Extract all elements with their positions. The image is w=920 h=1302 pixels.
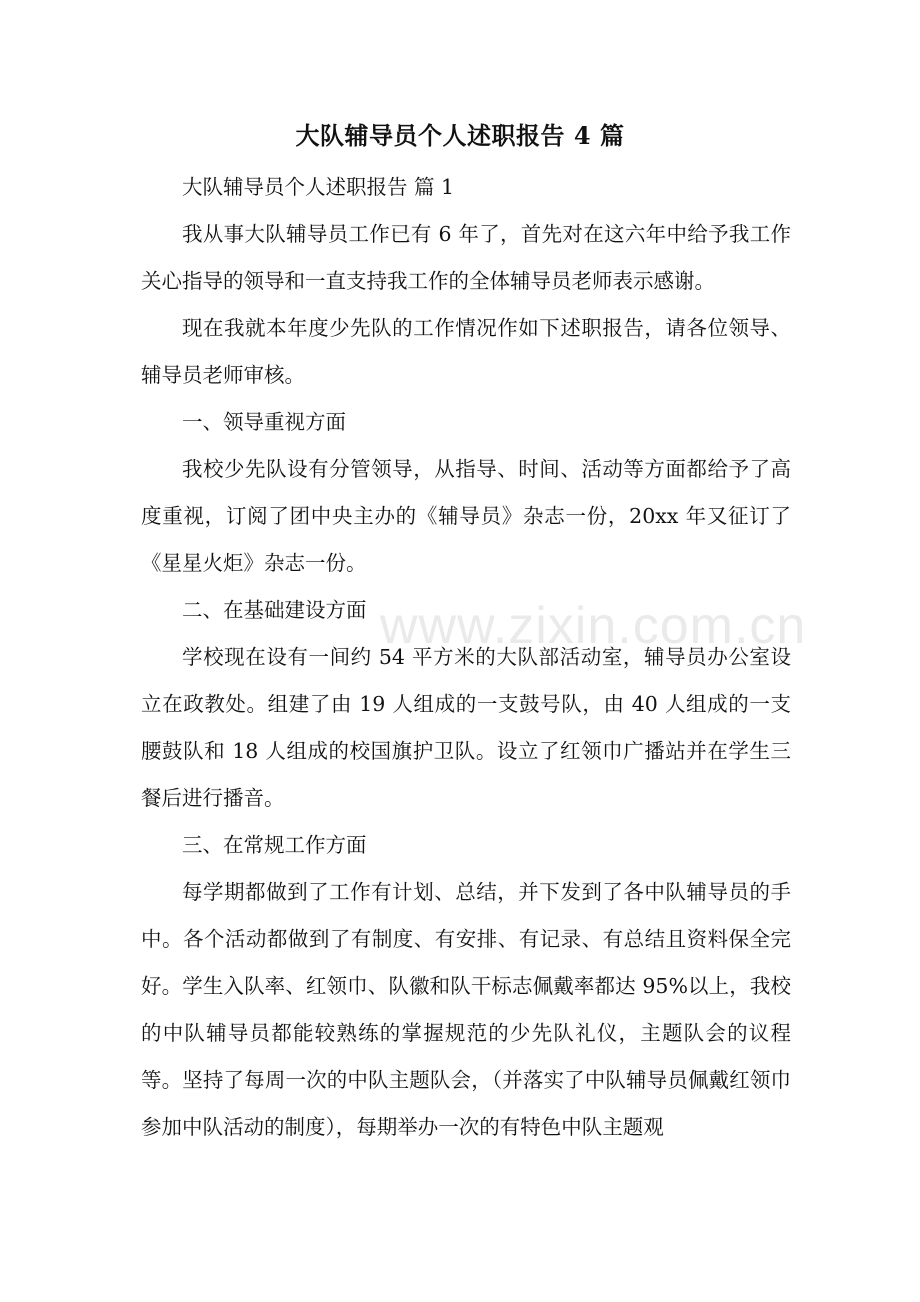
section-heading: 三、在常规工作方面 (182, 833, 367, 857)
paragraph: 学校现在设有一间约 54 平方米的大队部活动室，辅导员办公室设立在政教处。组建了由 19 人组成的一支鼓号队，由 40 人组成的一支腰鼓队和 18 人组成的校国旗护卫队。设立了红领巾广播站并在学生三餐后进行播音。 (141, 645, 791, 810)
document-title: 大队辅导员个人述职报告 4 篇 (295, 121, 625, 150)
section-heading: 大队辅导员个人述职报告 篇 1 (182, 175, 455, 199)
section-heading: 二、在基础建设方面 (182, 598, 367, 622)
paragraph: 每学期都做到了工作有计划、总结，并下发到了各中队辅导员的手中。各个活动都做到了有制度、有安排、有记录、有总结且资料保全完好。学生入队率、红领巾、队徽和队干标志佩戴率都达 95%以上，我校的中队辅导员都能较熟练的掌握规范的少先队礼仪，主题队会的议程等。坚持了每周一次的中队主题队会，（并落实了中队辅导员佩戴红领巾参加中队活动的制度），每期举办一次的有特色中队主题观 (141, 880, 791, 1139)
paragraph: 我校少先队设有分管领导，从指导、时间、活动等方面都给予了高度重视，订阅了团中央主办的《辅导员》杂志一份，20xx 年又征订了《星星火炬》杂志一份。 (141, 457, 791, 575)
section-heading: 一、领导重视方面 (182, 410, 346, 434)
paragraph: 我从事大队辅导员工作已有 6 年了，首先对在这六年中给予我工作关心指导的领导和一直支持我工作的全体辅导员老师表示感谢。 (141, 222, 791, 293)
document-body (141, 164, 791, 1151)
paragraph: 现在我就本年度少先队的工作情况作如下述职报告，请各位领导、辅导员老师审核。 (141, 316, 791, 387)
watermark: www.zixin.com.cn (380, 597, 807, 655)
